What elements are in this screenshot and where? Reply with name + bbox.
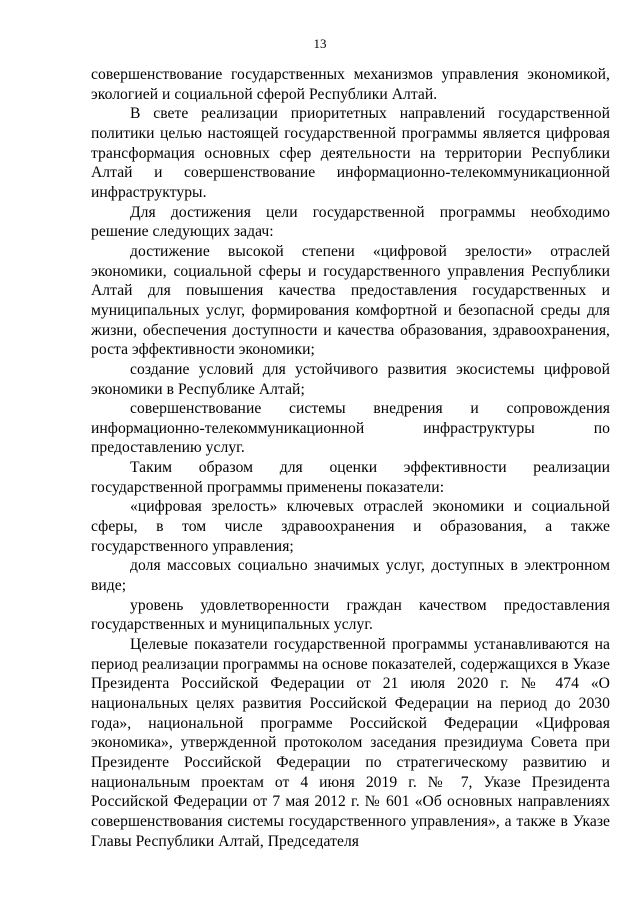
indicator-item-electronic-services: доля массовых социально значимых услуг, доступных в электронном виде;: [91, 557, 610, 595]
paragraph-target-indicators: Целевые показатели государственной программы устанавливаются на период реализации программы на основе показателей, содержащихся в Указе Президента Российской Федерации от 21 июля 2020 г. № 474 «О национальных целях развития Российской Федерации на период до 2030 года», национальной программе Российской Федерации «Цифровая экономика», утвержденной протоколом заседания президиума Совета при Президенте Российской Федерации по стратегическому развитию и национальным проектам от 4 июня 2019 г. № 7, Указе Президента Российской Федерации от 7 мая 2012 г. № 601 «Об основных направлениях совершенствования системы государственного управления», а также в Указе Главы Республики Алтай, Председателя: [91, 636, 610, 850]
task-item-ecosystem: создание условий для устойчивого развития экосистемы цифровой экономики в Республике Алтай;: [91, 360, 610, 398]
paragraph-continuation: совершенствование государственных механизмов управления экономикой, экологией и социальной сферой Республики Алтай.: [91, 66, 610, 103]
paragraph-indicators-intro: Таким образом для оценки эффективности реализации государственной программы применены показатели:: [91, 459, 610, 496]
indicator-item-digital-maturity: «цифровая зрелость» ключевых отраслей экономики и социальной сферы, в том числе здравоохранения и образования, а также государственного управления;: [91, 498, 610, 555]
task-item-digital-maturity: достижение высокой степени «цифровой зрелости» отраслей экономики, социальной сферы и государственного управления Республики Алтай для повышения качества предоставления государственных и муниципальных услуг, формирования комфортной и безопасной среды для жизни, обеспечения доступности и качества образования, здравоохранения, роста эффективности экономики;: [91, 242, 610, 359]
paragraph-goal: В свете реализации приоритетных направлений государственной политики целью настоящей государственной программы является цифровая трансформация основных сфер деятельности на территории Республики Алтай и совершенствование информационно-телекоммуникационной инфраструктуры.: [91, 105, 610, 201]
document-body: [91, 65, 610, 851]
page-number: 13: [313, 36, 327, 51]
paragraph-tasks-intro: Для достижения цели государственной программы необходимо решение следующих задач:: [91, 203, 610, 241]
task-item-infrastructure: совершенствование системы внедрения и сопровождения информационно-телекоммуникационной инфраструктуры по предоставлению услуг.: [91, 400, 610, 457]
indicator-item-satisfaction: уровень удовлетворенности граждан качеством предоставления государственных и муниципальных услуг.: [91, 596, 610, 634]
